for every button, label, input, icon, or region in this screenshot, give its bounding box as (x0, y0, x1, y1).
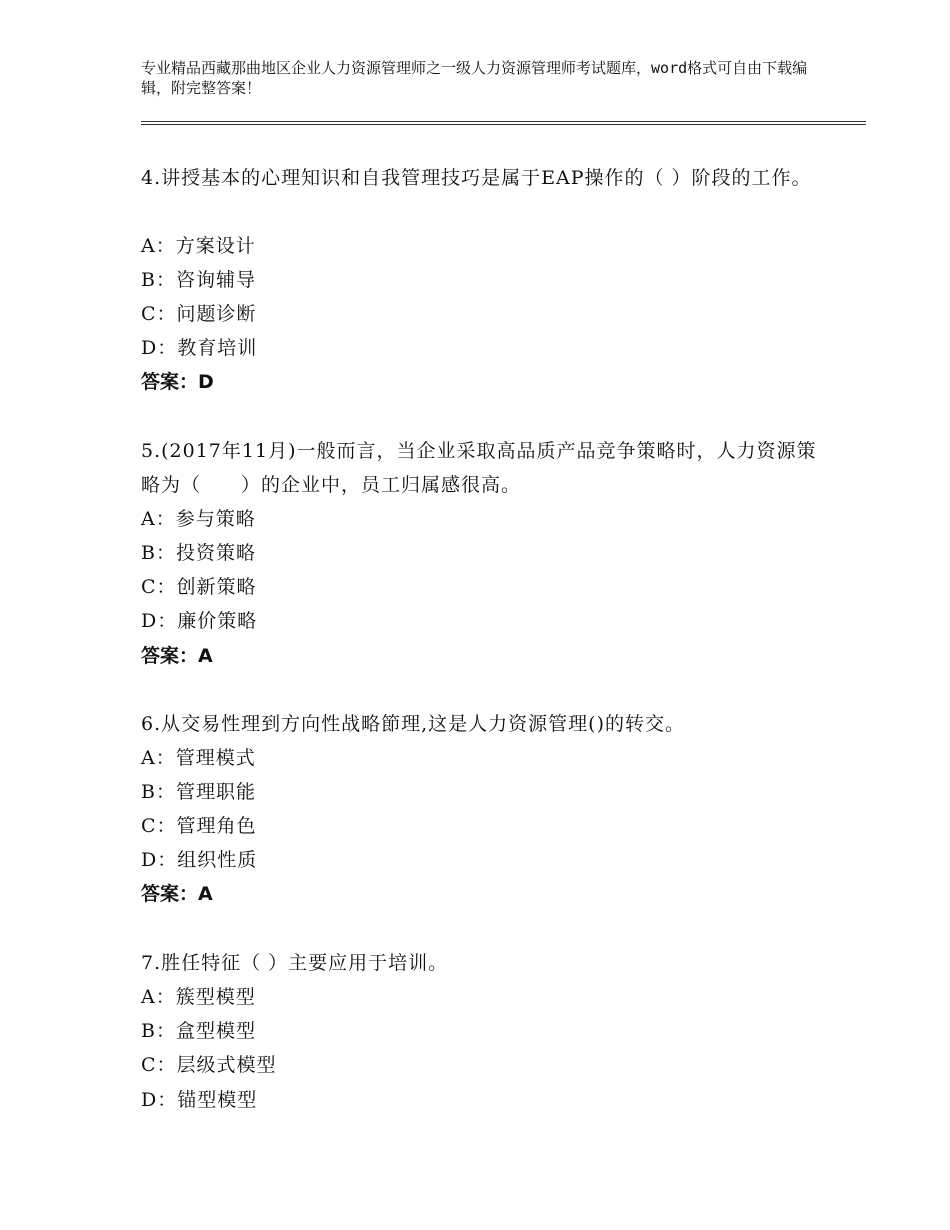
option-a: A：簇型模型 (141, 986, 256, 1008)
option-a: A：参与策略 (141, 508, 256, 530)
option-a: A：管理模式 (141, 747, 256, 769)
header-rule-top (141, 121, 866, 122)
option-c: C：问题诊断 (141, 303, 257, 325)
document-header: 专业精品西藏那曲地区企业人力资源管理师之一级人力资源管理师考试题库，word格式可自由下载编辑，附完整答案！ (141, 59, 808, 97)
option-d: D：教育培训 (141, 337, 258, 359)
option-b: B：咨询辅导 (141, 269, 256, 291)
option-c: C：管理角色 (141, 815, 257, 837)
option-d: D：锚型模型 (141, 1089, 258, 1111)
answer-label: 答案：A (141, 883, 213, 905)
header-rule-bottom (141, 124, 866, 125)
question-stem: 5.(2017年11月)一般而言，当企业采取高品质产品竞争策略时，人力资源策略为（ ）的企业中，员工归属感很高。 (141, 440, 817, 496)
option-b: B：盒型模型 (141, 1020, 256, 1042)
question-stem: 4.讲授基本的心理知识和自我管理技巧是属于EAP操作的（ ）阶段的工作。 (141, 167, 812, 189)
option-d: D：廉价策略 (141, 610, 258, 632)
option-b: B：投资策略 (141, 542, 256, 564)
option-c: C：创新策略 (141, 576, 257, 598)
option-d: D：组织性质 (141, 849, 258, 871)
answer-label: 答案：A (141, 645, 213, 667)
question-stem: 6.从交易性理到方向性战略節理,这是人力资源管理()的转交。 (141, 713, 685, 735)
question-stem: 7.胜任特征（ ）主要应用于培训。 (141, 952, 449, 974)
option-a: A：方案设计 (141, 235, 256, 257)
option-c: C：层级式模型 (141, 1054, 277, 1076)
option-b: B：管理职能 (141, 781, 256, 803)
answer-label: 答案：D (141, 371, 214, 393)
